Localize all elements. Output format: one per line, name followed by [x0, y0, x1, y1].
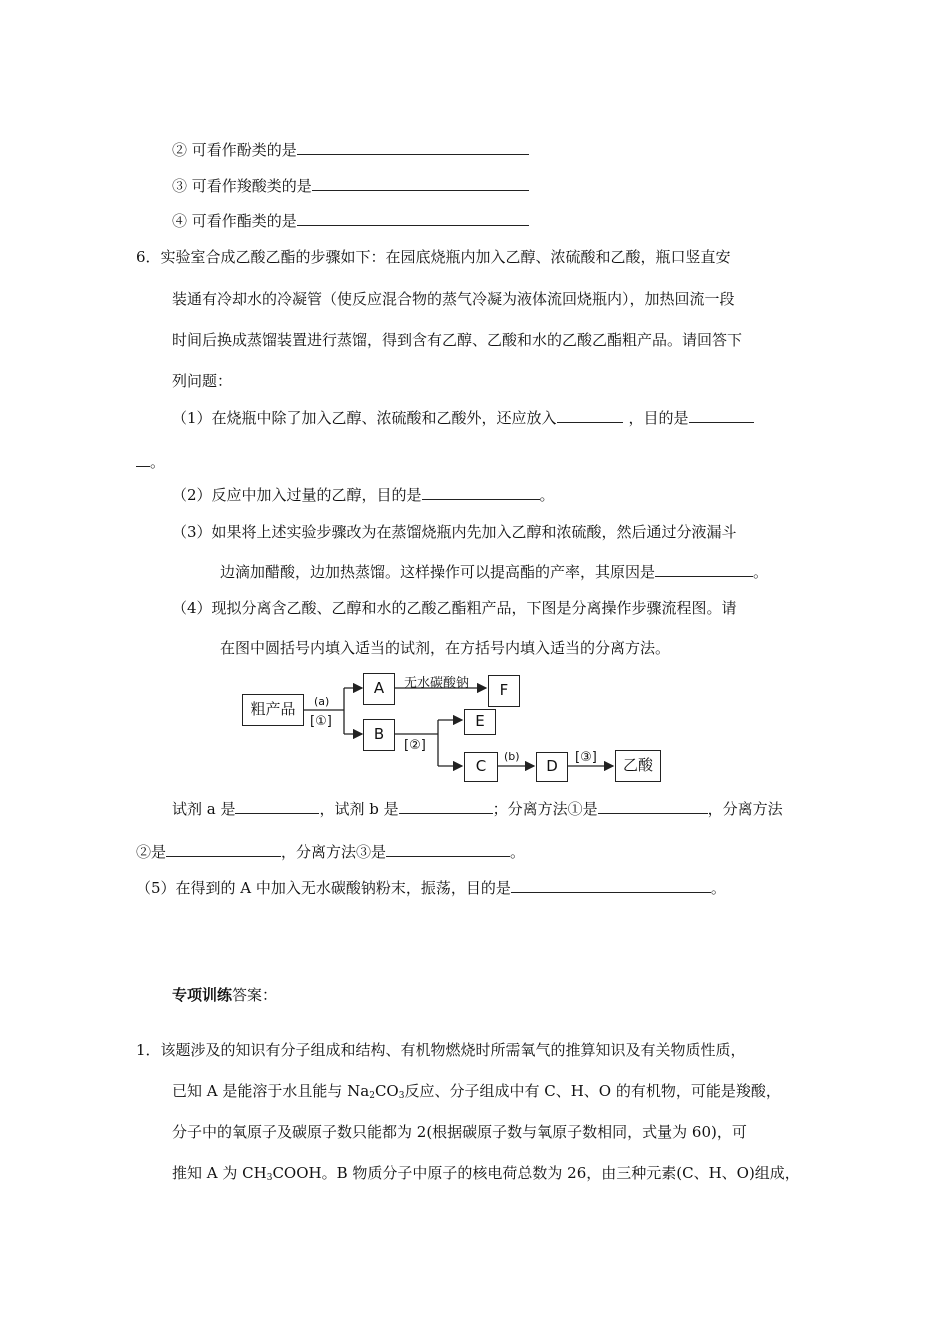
box-f: F — [488, 675, 520, 707]
q6-part-4: （4）现拟分离含乙酸、乙醇和水的乙酸乙酯粗产品，下图是分离操作步骤流程图。请 — [172, 599, 737, 617]
reagent-b-label: (b) — [504, 750, 520, 763]
q6-part-3: （3）如果将上述实验步骤改为在蒸馏烧瓶内先加入乙醇和浓硫酸，然后通过分液漏斗 — [172, 523, 737, 541]
q5-item-3: ③ 可看作羧酸类的是 — [172, 176, 529, 196]
box-d: D — [536, 752, 568, 782]
reagent-a-label: (a) — [314, 695, 330, 708]
answer-blank[interactable] — [399, 799, 493, 814]
q6-part-4-answers-2: ②是 ，分离方法③是 。 — [136, 843, 526, 861]
box-e: E — [464, 709, 496, 735]
box-b: B — [363, 719, 395, 751]
answer-blank[interactable] — [136, 452, 150, 467]
answer-blank[interactable] — [557, 408, 623, 423]
answers-heading: 专项训练答案： — [172, 986, 278, 1004]
method-2-label: [②] — [404, 738, 426, 753]
q6-part-2: （2）反应中加入过量的乙醇，目的是 。 — [172, 486, 555, 504]
q6-intro-line-4: 列问题： — [172, 372, 233, 390]
answer-1-line-1: 1．该题涉及的知识有分子组成和结构、有机物燃烧时所需氧气的推算知识及有关物质性质， — [136, 1041, 746, 1059]
answer-blank[interactable] — [297, 211, 529, 226]
separation-flow-diagram — [240, 668, 680, 788]
answer-blank[interactable] — [422, 485, 540, 500]
q6-part-1-cont: 。 — [136, 452, 165, 472]
box-a: A — [363, 673, 395, 705]
crude-product-box: 粗产品 — [242, 694, 304, 726]
method-1-label: [①] — [310, 714, 332, 729]
q6-intro-line-1: 6．实验室合成乙酸乙酯的步骤如下：在园底烧瓶内加入乙醇、浓硫酸和乙酸，瓶口竖直安 — [136, 248, 731, 266]
answer-blank[interactable] — [312, 176, 529, 191]
anhydrous-sodium-carbonate-label: 无水碳酸钠 — [404, 676, 470, 691]
method-3-label: [③] — [575, 750, 597, 765]
q6-intro-line-3: 时间后换成蒸馏装置进行蒸馏，得到含有乙醇、乙酸和水的乙酸乙酯粗产品。请回答下 — [172, 331, 743, 349]
box-c: C — [464, 752, 498, 782]
q6-part-4-answers-1: 试剂 a 是 ，试剂 b 是 ；分离方法①是 ，分离方法 — [172, 800, 783, 818]
q5-item-4: ④ 可看作酯类的是 — [172, 211, 529, 231]
q6-part-3-cont: 边滴加醋酸，边加热蒸馏。这样操作可以提高酯的产率，其原因是 。 — [220, 563, 769, 581]
answer-blank[interactable] — [386, 842, 510, 857]
answer-1-line-3: 分子中的氧原子及碳原子数只能都为 2(根据碳原子数与氧原子数相同，式量为 60)，可 — [172, 1123, 747, 1141]
answer-blank[interactable] — [297, 140, 529, 155]
answer-blank[interactable] — [655, 562, 753, 577]
answer-blank[interactable] — [166, 842, 281, 857]
answer-1-line-4: 推知 A 为 $CH_3COOH$。B 物质分子中原子的核电荷总数为 26，由三种元素(C、H、O)组成， — [172, 1164, 800, 1183]
answer-1-line-2: 已知 A 是能溶于水且能与 $Na_2CO_3$反应、分子组成中有 C、H、O 的有机物，可能是羧酸， — [172, 1082, 781, 1101]
q6-intro-line-2: 装通有冷却水的冷凝管（使反应混合物的蒸气冷凝为液体流回烧瓶内），加热回流一段 — [172, 290, 735, 308]
q6-part-1: （1）在烧瓶中除了加入乙醇、浓硫酸和乙酸外，还应放入 ，目的是 — [172, 408, 754, 428]
q6-part-5: （5）在得到的 A 中加入无水碳酸钠粉末，振荡，目的是 。 — [136, 879, 726, 897]
answer-blank[interactable] — [689, 408, 754, 423]
answer-blank[interactable] — [511, 878, 711, 893]
q5-item-2: ② 可看作酚类的是 — [172, 140, 529, 160]
q6-part-4-cont: 在图中圆括号内填入适当的试剂，在方括号内填入适当的分离方法。 — [220, 639, 671, 657]
acetic-acid-box: 乙酸 — [615, 750, 661, 782]
answer-blank[interactable] — [235, 799, 319, 814]
answer-blank[interactable] — [598, 799, 708, 814]
